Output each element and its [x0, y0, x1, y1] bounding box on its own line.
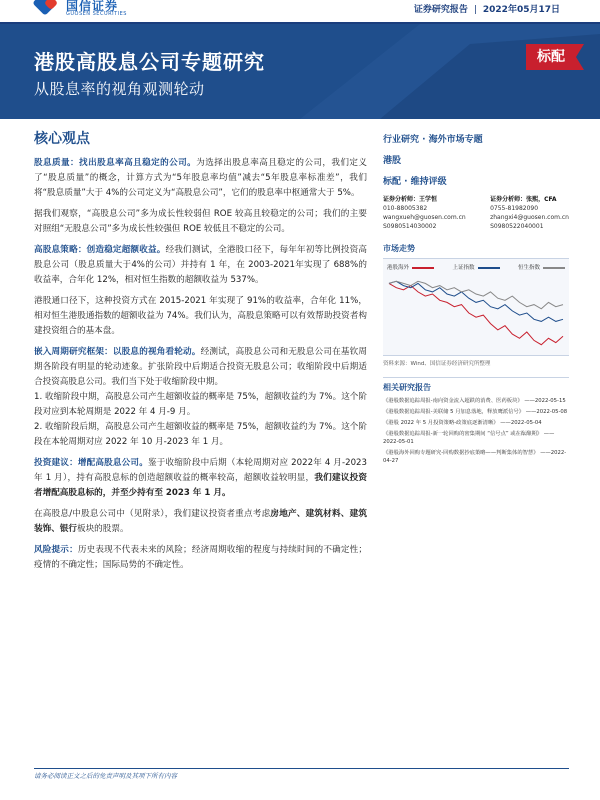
header-separator: | — [473, 5, 477, 15]
legend-label-2: 恒生指数 — [517, 265, 540, 271]
report-link[interactable]: 《港股数据追踪周报-新一轮回购的密集期间 “信号点” 或在酝酿期》 ——2022-05-01 — [383, 431, 555, 445]
chart-source: 资料来源：Wind、国信证券经济研究所整理 — [383, 361, 491, 367]
sector-paragraph — [34, 507, 367, 537]
analyst-2-phone: 0755-81982090 — [490, 205, 539, 212]
analyst-2-license: S0980522040001 — [490, 223, 544, 230]
report-link[interactable]: 《港股海外回购专题研究-回购数据抄底策略——判断集体的智慧》 ——2022-04-27 — [383, 450, 567, 464]
category-label: 行业研究 · 海外市场专题 — [383, 135, 483, 145]
investment-advice-bold: 我们建议投资者增配高股息标的，并至少持有至 2023 年 1 月。 — [34, 473, 367, 498]
related-reports-heading: 相关研究报告 — [383, 377, 569, 393]
footer-disclaimer: 请务必阅读正文之后的免责声明及其项下所有内容 — [34, 772, 177, 780]
dividend-quality-text: 为选择出股息率高且稳定的公司，我们定义了“股息质量”的概念，计算方式为“5年股息率均值”减去“5年股息率标准差”，我们将“股息质量”大于 4%的公司定义为“高股息公司”，它们的股息率中枢通常大于 5%。 — [34, 158, 367, 198]
chart-title: 市场走势 — [383, 244, 415, 253]
analyst-1-email[interactable]: wangxueh@guosen.com.cn — [383, 214, 466, 221]
legend-label-0: 港股海外 — [387, 265, 410, 271]
analyst-2-name: 证券分析师：张熙，CFA — [490, 196, 557, 203]
cycle-item-2: 2. 收缩阶段后期，高股息公司产生超额收益的概率是 75%，超额收益约为 7%。这个阶段在本轮周期对应 2022 年 10 月-2023 年 1 月。 — [34, 422, 367, 447]
sector-pre: 在高股息/中股息公司中（见附录），我们建议投资者重点考虑 — [34, 509, 271, 519]
top-header — [0, 0, 600, 22]
report-subtitle: 从股息率的视角观测轮动 — [34, 80, 205, 98]
report-type: 证券研究报告 — [413, 5, 468, 15]
trend-plot — [383, 259, 569, 357]
hk-connect-paragraph: 港股通口径下，这种投资方式在 2015-2021 年实现了 91%的收益率，合年化 11%，相对恒生港股通指数的超额收益为 74%。我们认为，高股息策略可以有效帮助投资者构建投资组合的基本盘。 — [34, 296, 367, 336]
series-line-0 — [389, 283, 563, 344]
cycle-framework-paragraph — [34, 345, 367, 450]
observation-paragraph: 据我们观察，“高股息公司”多为成长性较弱但 ROE 较高且较稳定的公司；我们的主要对照组“无股息公司”多为成长性较强但 ROE 较低且不稳定的公司。 — [34, 209, 367, 234]
logo-en-text: GUOSEN SECURITIES — [66, 11, 127, 17]
report-link[interactable]: 《港股数据追踪周报-南向资金流入超跌的消费、医药板块》 ——2022-05-15 — [383, 398, 566, 404]
core-views-heading: 核心观点 — [34, 131, 90, 147]
badge-tail-icon — [576, 44, 584, 70]
strategy-lead: 高股息策略：创造稳定超额收益。 — [34, 245, 166, 255]
report-link[interactable]: 《港股 2022 年 5 月投资策略-政策底逐渐清晰》 ——2022-05-04 — [383, 420, 542, 426]
analyst-1 — [383, 195, 466, 231]
analyst-2-email[interactable]: zhangxi4@guosen.com.cn — [490, 214, 569, 221]
analyst-1-name: 证券分析师：王学恒 — [383, 196, 438, 203]
analyst-1-license: S0980514030002 — [383, 223, 437, 230]
cycle-item-1: 1. 收缩阶段中期，高股息公司产生超额收益的概率是 75%，超额收益约为 7%。这个阶段对应到本轮周期是 2022 年 4 月-9 月。 — [34, 392, 367, 417]
report-date: 2022年05月17日 — [482, 5, 560, 15]
company-logo — [36, 0, 146, 22]
header-meta — [414, 2, 560, 15]
strategy-text: 经我们测试，全港股口径下，每年年初等比例投资高股息公司（股息质量大于4%的公司）并持有 1 年，在 2003-2021年实现了 688%的收益率，合年化 12%，相对恒生指数的超额收益为 537%。 — [34, 245, 367, 285]
rating-badge: 标配 — [526, 44, 576, 70]
market-trend-chart — [383, 258, 569, 356]
dividend-quality-lead: 股息质量：找出股息率高且稳定的公司。 — [34, 158, 197, 168]
rating-label: 标配 · 维持评级 — [383, 177, 447, 187]
report-title: 港股高股息公司专题研究 — [34, 50, 265, 74]
risk-lead: 风险提示： — [34, 545, 78, 555]
investment-advice-text: 鉴于收缩阶段中后期（本轮周期对应 2022年 4 月-2023 年 1 月），持有高股息标的创造超额收益的概率较高，超额收益较明显， — [34, 458, 367, 483]
analysts-block — [383, 195, 569, 231]
analyst-2 — [490, 195, 569, 231]
title-banner — [0, 24, 600, 119]
sector-post: 板块的股票。 — [76, 524, 129, 534]
core-views-column — [34, 128, 367, 579]
investment-advice-paragraph — [34, 456, 367, 501]
risk-paragraph — [34, 543, 367, 573]
related-reports-list — [383, 397, 569, 465]
footer-divider — [34, 768, 569, 769]
logo-cn-text: 国信证券 — [66, 0, 119, 13]
series-line-1 — [389, 281, 563, 321]
sidebar-column — [383, 132, 569, 468]
risk-text: 历史表现不代表未来的风险；经济周期收缩的程度与持续时间的不确定性；疫情的不确定性；国际局势的不确定性。 — [34, 545, 367, 570]
cycle-framework-text: 经测试，高股息公司和无股息公司在基钦周期各阶段有明显的轮动迹象。扩张阶段中后期适合投资无股息公司；收缩阶段中后期适合投资高股息公司。我们当下处于收缩阶段中期。 — [34, 347, 367, 387]
report-link[interactable]: 《港股数据追踪周报-美联储 5 月加息落地，释放鹰派信号》 ——2022-05-08 — [383, 409, 568, 415]
market-label: 港股 — [383, 156, 402, 166]
cycle-framework-lead: 嵌入周期研究框架：以股息的视角看轮动。 — [34, 347, 201, 357]
sector-bold: 房地产、建筑材料、建筑装饰、银行 — [34, 509, 367, 534]
investment-advice-lead: 投资建议：增配高股息公司。 — [34, 458, 148, 468]
dividend-quality-paragraph — [34, 156, 367, 201]
legend-label-1: 上证指数 — [452, 265, 475, 271]
strategy-paragraph — [34, 243, 367, 288]
analyst-1-phone: 010-88005382 — [383, 205, 428, 212]
